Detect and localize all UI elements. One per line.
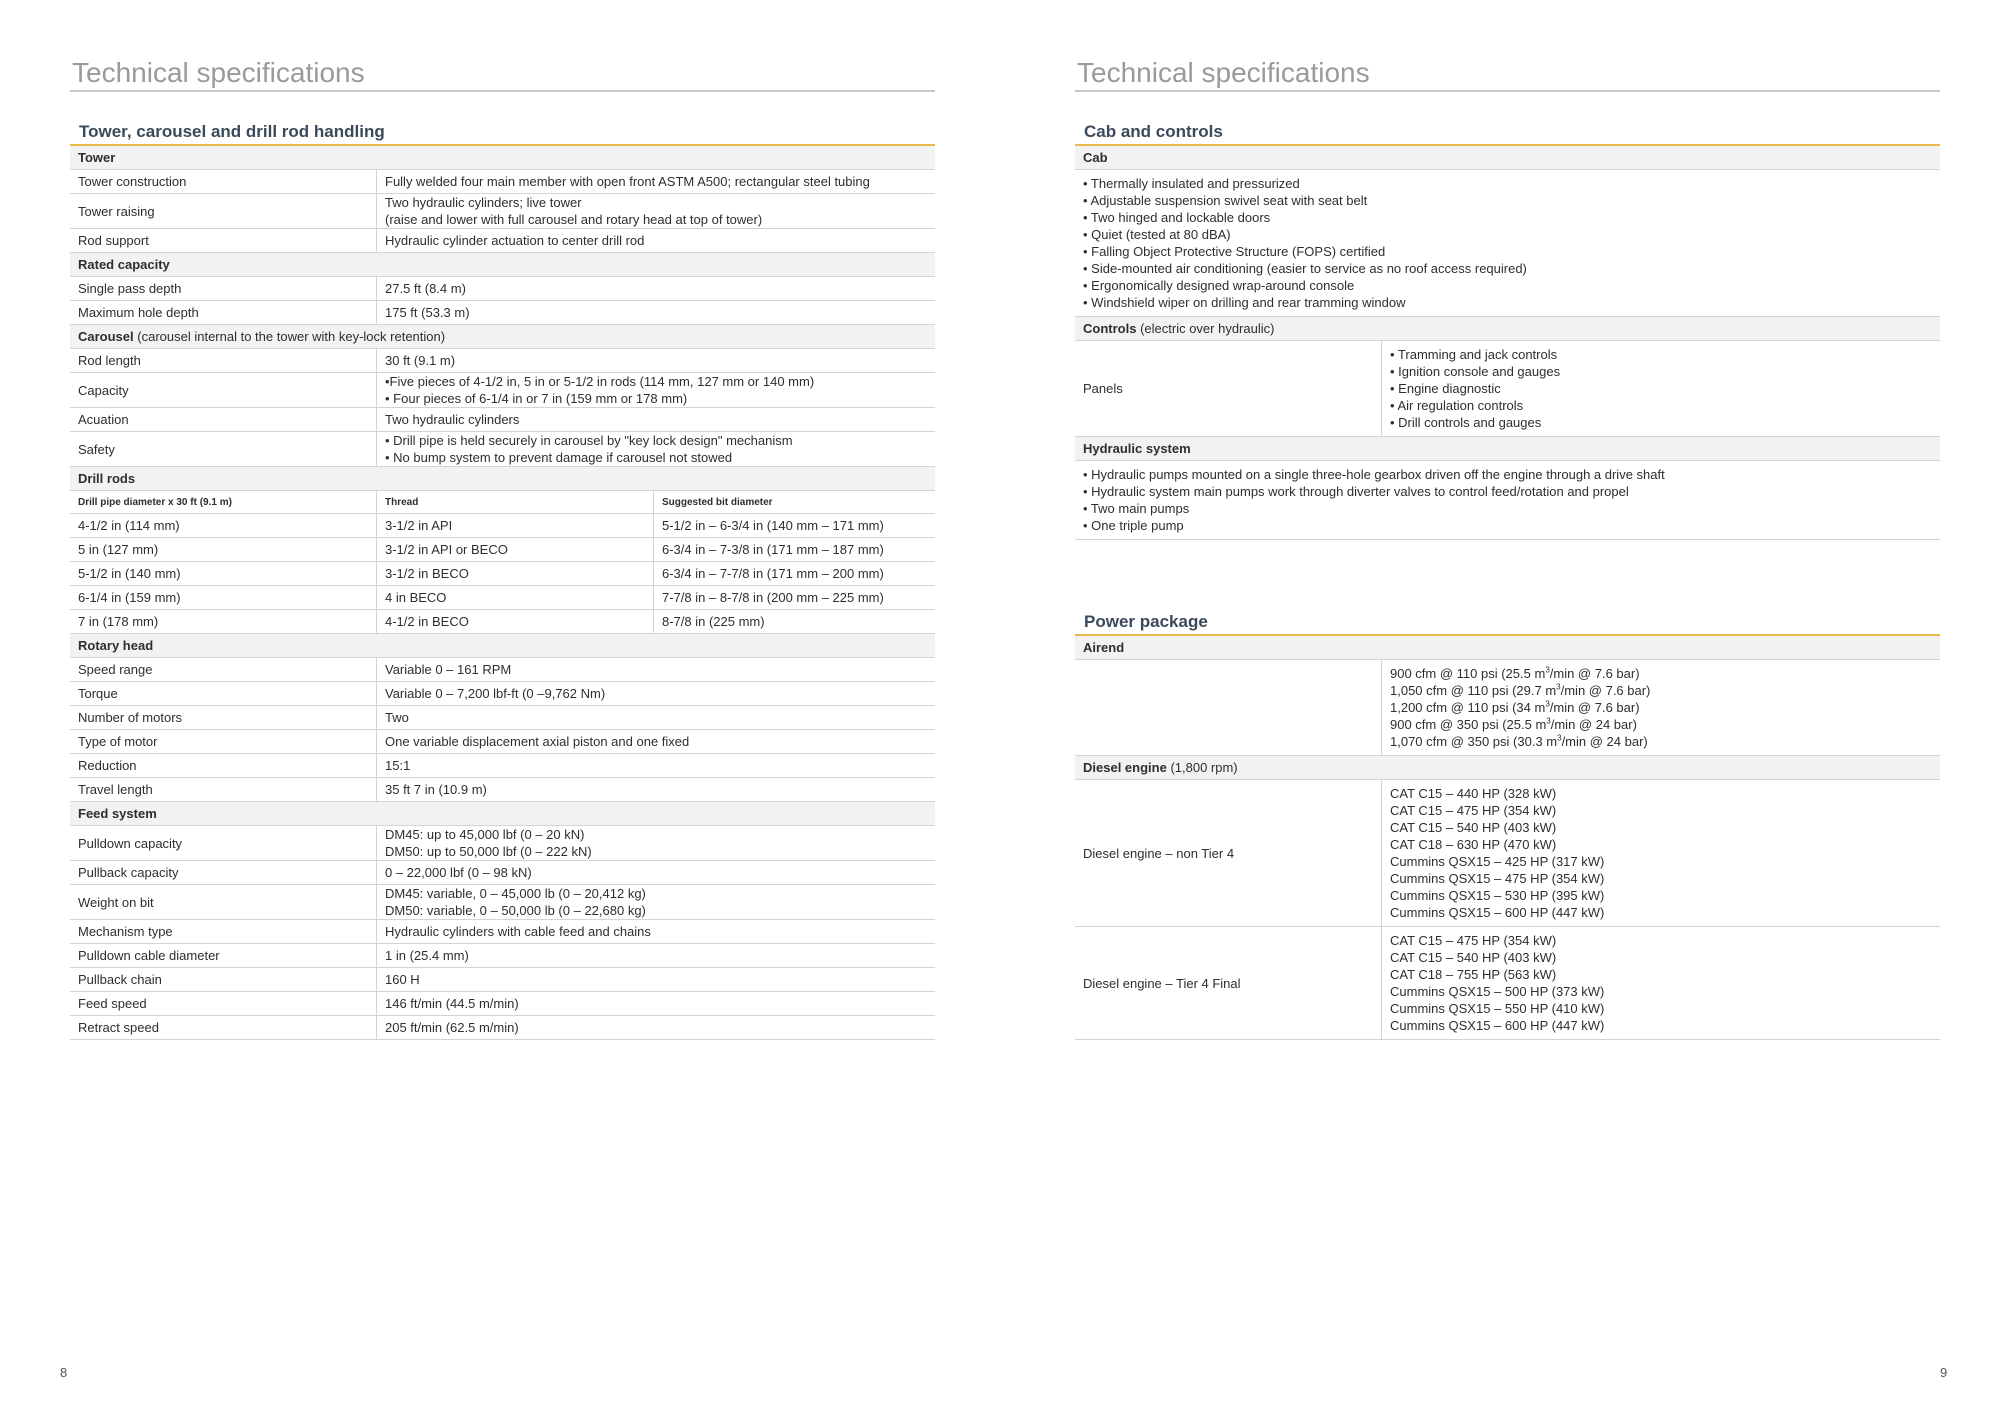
spec-table-tower [70,146,935,467]
table-row [70,408,935,432]
spec-table-drill-rods [70,467,935,634]
spec-label: Mechanism type [70,920,377,944]
spec-label: Rod length [70,349,377,373]
column-header: Thread [377,491,654,514]
spec-value: Fully welded four main member with open front ASTM A500; rectangular steel tubing [377,170,936,194]
spec-value: Variable 0 – 161 RPM [377,658,936,682]
table-row [1075,927,1940,1040]
superscript: 3 [1545,699,1550,709]
table-cell: 3-1/2 in API or BECO [377,538,654,562]
spec-label: Pullback chain [70,968,377,992]
list-item: • Air regulation controls [1390,398,1524,413]
right-page [1075,0,1940,1040]
spec-label: Capacity [70,373,377,408]
spec-label: Number of motors [70,706,377,730]
table-row [70,861,935,885]
superscript: 3 [1556,682,1561,692]
table-row [70,514,935,538]
table-row [70,826,935,861]
spec-table-cab [1075,146,1940,540]
table-row [70,920,935,944]
list-item: Cummins QSX15 – 550 HP (410 kW) [1390,1001,1605,1016]
spec-value: 35 ft 7 in (10.9 m) [377,778,936,802]
table-cell: 4-1/2 in (114 mm) [70,514,377,538]
value-line: DM50: variable, 0 – 50,000 lb (0 – 22,680 kg) [385,903,646,918]
spec-value: 27.5 ft (8.4 m) [377,277,936,301]
value-line: DM45: variable, 0 – 45,000 lb (0 – 20,412 kg) [385,886,646,901]
table-row [1075,660,1940,756]
value-text: 900 cfm @ 350 psi (25.5 m [1390,717,1547,732]
list-item: • Tramming and jack controls [1390,347,1558,362]
table-row [70,277,935,301]
spec-label: Pulldown capacity [70,826,377,861]
table-row [1075,341,1940,437]
spec-value [377,373,936,408]
table-row-header [70,634,935,658]
spec-value [1382,927,1941,1040]
table-row [70,586,935,610]
table-row [70,992,935,1016]
table-column-headers [70,491,935,514]
table-row [70,944,935,968]
table-row-header [70,253,935,277]
spec-label: Tower construction [70,170,377,194]
left-page [70,0,935,1040]
spec-label: Diesel engine – Tier 4 Final [1075,927,1382,1040]
spec-label: Diesel engine – non Tier 4 [1075,780,1382,927]
spec-label: Travel length [70,778,377,802]
list-item [1390,716,1932,733]
table-row [70,706,935,730]
table-row [1075,170,1940,317]
superscript: 3 [1545,665,1550,675]
spec-value: Variable 0 – 7,200 lbf-ft (0 –9,762 Nm) [377,682,936,706]
value-text: /min @ 7.6 bar) [1560,683,1651,698]
value-text: /min @ 24 bar) [1550,717,1637,732]
group-header-hydraulic: Hydraulic system [1075,437,1940,461]
table-row [1075,461,1940,540]
spec-label: Single pass depth [70,277,377,301]
group-header-tower: Tower [70,146,935,170]
table-row [70,885,935,920]
table-row [70,538,935,562]
group-header-diesel [1075,756,1940,780]
page-number: 9 [1940,1365,1948,1380]
value-line: DM50: up to 50,000 lbf (0 – 222 kN) [385,844,592,859]
section-title-tower: Tower, carousel and drill rod handling [70,120,935,146]
spec-label: Pullback capacity [70,861,377,885]
list-item: Cummins QSX15 – 425 HP (317 kW) [1390,854,1605,869]
group-header-label: Carousel [78,329,134,344]
list-item: • Engine diagnostic [1390,381,1501,396]
table-row [70,610,935,634]
group-header-note: (1,800 rpm) [1170,760,1238,775]
list-item: Cummins QSX15 – 475 HP (354 kW) [1390,871,1605,886]
spec-label: Rod support [70,229,377,253]
list-item: • Adjustable suspension swivel seat with seat belt [1083,193,1368,208]
column-header: Drill pipe diameter x 30 ft (9.1 m) [70,491,377,514]
spec-table-rotary-feed [70,634,935,1040]
group-header-label: Controls [1083,321,1137,336]
table-row [70,754,935,778]
page-number: 8 [60,1365,68,1380]
table-cell: 3-1/2 in BECO [377,562,654,586]
column-header: Suggested bit diameter [654,491,936,514]
table-cell: 6-3/4 in – 7-7/8 in (171 mm – 200 mm) [654,562,936,586]
value-text: /min @ 7.6 bar) [1549,666,1640,681]
spec-value: One variable displacement axial piston and one fixed [377,730,936,754]
spec-label: Weight on bit [70,885,377,920]
list-item: Cummins QSX15 – 500 HP (373 kW) [1390,984,1605,999]
group-header-note: (electric over hydraulic) [1140,321,1275,336]
group-header-label: Diesel engine [1083,760,1167,775]
table-row [70,170,935,194]
list-item: CAT C18 – 755 HP (563 kW) [1390,967,1557,982]
spec-value [377,432,936,467]
table-cell: 6-3/4 in – 7-3/8 in (171 mm – 187 mm) [654,538,936,562]
table-cell: 3-1/2 in API [377,514,654,538]
table-cell: 4 in BECO [377,586,654,610]
list-item [1390,733,1932,750]
list-item: Cummins QSX15 – 600 HP (447 kW) [1390,1018,1605,1033]
table-row-header [1075,437,1940,461]
spec-value [1382,780,1941,927]
spec-label: Reduction [70,754,377,778]
spec-label: Retract speed [70,1016,377,1040]
group-header-rated-capacity: Rated capacity [70,253,935,277]
spec-label: Tower raising [70,194,377,229]
table-row-header [70,325,935,349]
value-line: • No bump system to prevent damage if carousel not stowed [385,450,733,465]
spec-table-power [1075,636,1940,1040]
spec-value [1382,341,1941,437]
spec-value: 0 – 22,000 lbf (0 – 98 kN) [377,861,936,885]
spec-label: Panels [1075,341,1382,437]
value-line: (raise and lower with full carousel and rotary head at top of tower) [385,212,763,227]
spec-value [377,826,936,861]
spec-label: Feed speed [70,992,377,1016]
spec-value [377,194,936,229]
spec-label: Pulldown cable diameter [70,944,377,968]
group-header-carousel [70,325,935,349]
group-header-controls [1075,317,1940,341]
list-item: • Ignition console and gauges [1390,364,1561,379]
list-item: • Hydraulic pumps mounted on a single three-hole gearbox driven off the engine through a drive shaft [1083,467,1665,482]
list-item: • Two hinged and lockable doors [1083,210,1271,225]
spec-value: 15:1 [377,754,936,778]
table-cell: 8-7/8 in (225 mm) [654,610,936,634]
list-item: • Falling Object Protective Structure (FOPS) certified [1083,244,1386,259]
table-cell: 4-1/2 in BECO [377,610,654,634]
spec-label: Maximum hole depth [70,301,377,325]
spec-label: Torque [70,682,377,706]
list-item: • Hydraulic system main pumps work through diverter valves to control feed/rotation and propel [1083,484,1629,499]
list-item: CAT C15 – 475 HP (354 kW) [1390,933,1557,948]
value-text: 1,200 cfm @ 110 psi (34 m [1390,700,1546,715]
spec-value: 146 ft/min (44.5 m/min) [377,992,936,1016]
table-row-header [70,467,935,491]
value-line: • Four pieces of 6-1/4 in or 7 in (159 mm or 178 mm) [385,391,688,406]
table-row [70,968,935,992]
list-item [1390,699,1932,716]
list-item: CAT C15 – 475 HP (354 kW) [1390,803,1557,818]
table-row [70,432,935,467]
table-cell: 7 in (178 mm) [70,610,377,634]
value-text: 900 cfm @ 110 psi (25.5 m [1390,666,1546,681]
list-item: • Windshield wiper on drilling and rear tramming window [1083,295,1406,310]
spec-value: 205 ft/min (62.5 m/min) [377,1016,936,1040]
value-text: 1,050 cfm @ 110 psi (29.7 m [1390,683,1557,698]
value-line: •Five pieces of 4-1/2 in, 5 in or 5-1/2 in rods (114 mm, 127 mm or 140 mm) [385,374,815,389]
value-line: Two hydraulic cylinders; live tower [385,195,582,210]
list-item: • One triple pump [1083,518,1184,533]
list-item [1390,682,1932,699]
spec-value: Two hydraulic cylinders [377,408,936,432]
list-item: • Drill controls and gauges [1390,415,1542,430]
table-row [70,730,935,754]
spec-value: 160 H [377,968,936,992]
table-cell: 5-1/2 in (140 mm) [70,562,377,586]
spec-value: Hydraulic cylinders with cable feed and chains [377,920,936,944]
spec-value: 175 ft (53.3 m) [377,301,936,325]
list-item: CAT C18 – 630 HP (470 kW) [1390,837,1557,852]
table-row [70,229,935,253]
value-text: /min @ 24 bar) [1561,734,1648,749]
spec-value: Hydraulic cylinder actuation to center drill rod [377,229,936,253]
table-row-header [70,146,935,170]
superscript: 3 [1557,733,1562,743]
table-row-header [1075,317,1940,341]
group-header-feed-system: Feed system [70,802,935,826]
page-title: Technical specifications [1075,0,1940,92]
spec-value [1382,660,1941,756]
spec-value: 1 in (25.4 mm) [377,944,936,968]
table-row-header [1075,636,1940,660]
list-item: • Quiet (tested at 80 dBA) [1083,227,1231,242]
list-item: CAT C15 – 540 HP (403 kW) [1390,950,1557,965]
list-item: Cummins QSX15 – 530 HP (395 kW) [1390,888,1605,903]
spec-label: Speed range [70,658,377,682]
table-row [70,778,935,802]
spec-value: 30 ft (9.1 m) [377,349,936,373]
value-text: 1,070 cfm @ 350 psi (30.3 m [1390,734,1558,749]
table-cell: 5 in (127 mm) [70,538,377,562]
table-row-header [1075,756,1940,780]
table-row [70,194,935,229]
table-row [70,658,935,682]
spec-label [1075,660,1382,756]
list-item: • Ergonomically designed wrap-around console [1083,278,1355,293]
superscript: 3 [1546,716,1551,726]
section-title-power: Power package [1075,610,1940,636]
list-item: • Two main pumps [1083,501,1190,516]
table-cell: 7-7/8 in – 8-7/8 in (200 mm – 225 mm) [654,586,936,610]
group-header-drill-rods: Drill rods [70,467,935,491]
spec-label: Type of motor [70,730,377,754]
list-item: CAT C15 – 540 HP (403 kW) [1390,820,1557,835]
spec-value: Two [377,706,936,730]
list-item: • Side-mounted air conditioning (easier to service as no roof access required) [1083,261,1527,276]
table-row-header [70,802,935,826]
list-item: Cummins QSX15 – 600 HP (447 kW) [1390,905,1605,920]
value-line: DM45: up to 45,000 lbf (0 – 20 kN) [385,827,585,842]
table-row [70,301,935,325]
table-row [70,1016,935,1040]
table-row [70,682,935,706]
group-header-airend: Airend [1075,636,1940,660]
list-item: CAT C15 – 440 HP (328 kW) [1390,786,1557,801]
value-text: /min @ 7.6 bar) [1549,700,1640,715]
table-row [70,562,935,586]
spec-label: Safety [70,432,377,467]
table-row [70,349,935,373]
table-row-header [1075,146,1940,170]
table-row [70,373,935,408]
value-line: • Drill pipe is held securely in carousel by "key lock design" mechanism [385,433,793,448]
section-title-cab: Cab and controls [1075,120,1940,146]
table-cell: 6-1/4 in (159 mm) [70,586,377,610]
bullet-list [1075,170,1940,317]
list-item [1390,665,1932,682]
table-row [1075,780,1940,927]
bullet-list [1075,461,1940,540]
table-cell: 5-1/2 in – 6-3/4 in (140 mm – 171 mm) [654,514,936,538]
page-title: Technical specifications [70,0,935,92]
group-header-rotary-head: Rotary head [70,634,935,658]
spec-value [377,885,936,920]
group-header-note: (carousel internal to the tower with key-lock retention) [137,329,446,344]
group-header-cab: Cab [1075,146,1940,170]
spec-label: Acuation [70,408,377,432]
list-item: • Thermally insulated and pressurized [1083,176,1300,191]
